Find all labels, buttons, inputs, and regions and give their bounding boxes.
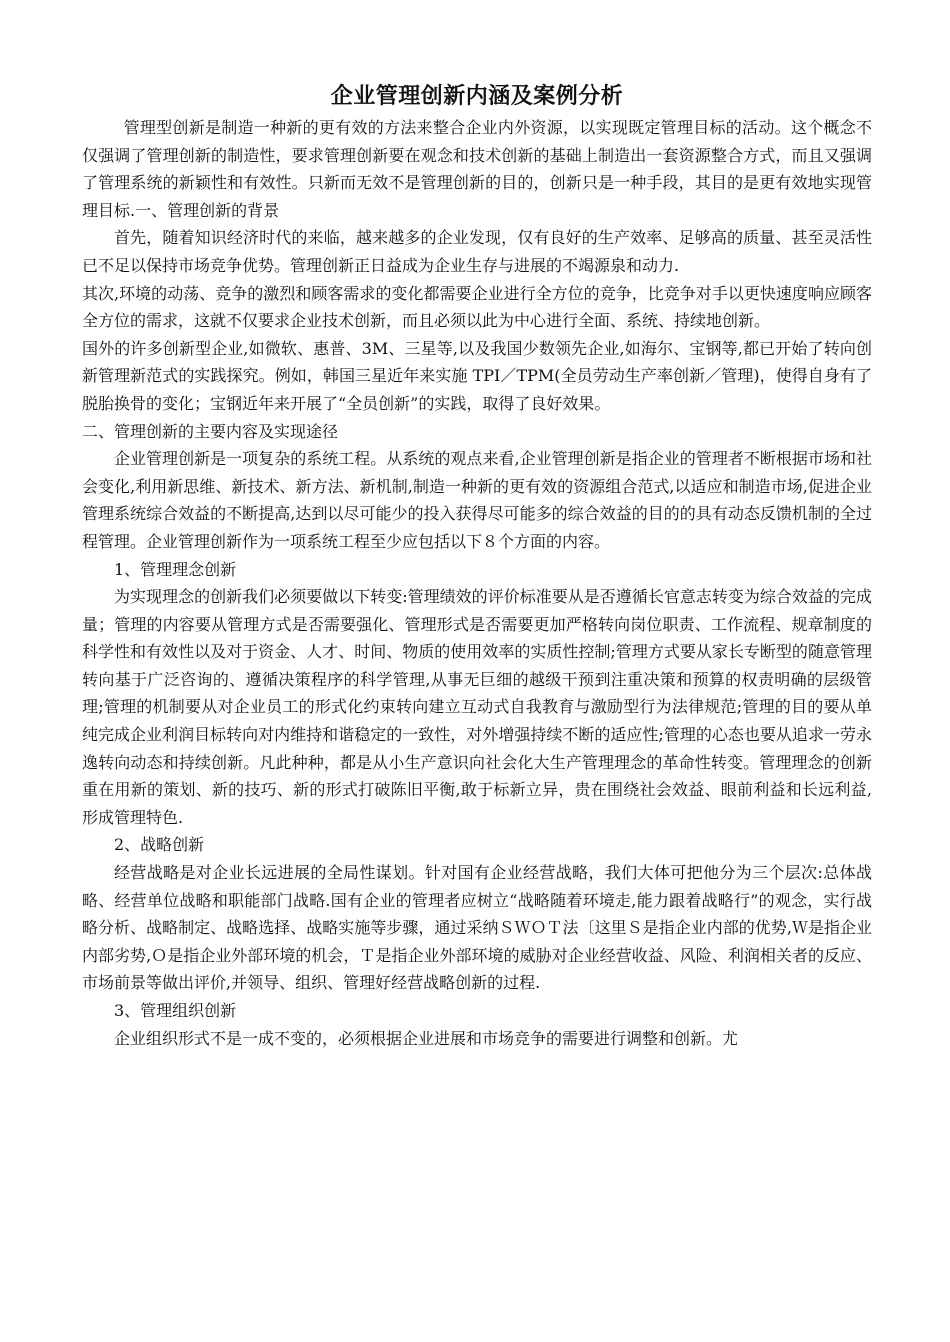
- strategy-innovation-paragraph: 经营战略是对企业长远进展的全局性谋划。针对国有企业经营战略，我们大体可把他分为三个层次:总体战略、经营单位战略和职能部门战略.国有企业的管理者应树立“战略随着环境走,能力跟着战略行”的观念，实行战略分析、战略制定、战略选择、战略实施等步骤，通过采纳ＳＷＯＴ法〔这里Ｓ是指企业内部的优势,Ｗ是指企业内部劣势,Ｏ是指企业外部环境的机会，Ｔ是指企业外部环境的威胁对企业经营收益、风险、利润相关者的反应、市场前景等做出评价,并领导、组织、管理好经营战略创新的过程.: [82, 863, 872, 993]
- subheading-strategy-innovation: 2、战略创新: [114, 835, 205, 855]
- background-paragraph-examples: 国外的许多创新型企业,如微软、惠普、3M、三星等,以及我国少数领先企业,如海尔、宝钢等,都已开始了转向创新管理新范式的实践探究。例如，韩国三星近年来实施 TPI／TPM(全员劳动生产率创新／管理)，使得自身有了脱胎换骨的变化；宝钢近年来开展了“全员创新”的实践，取得了良好效果。: [82, 338, 872, 413]
- section-heading-content: 二、管理创新的主要内容及实现途径: [82, 421, 339, 441]
- subheading-concept-innovation: 1、管理理念创新: [114, 559, 237, 579]
- intro-paragraph: 管理型创新是制造一种新的更有效的方法来整合企业内外资源，以实现既定管理目标的活动。这个概念不仅强调了管理创新的制造性，要求管理创新要在观念和技术创新的基础上制造出一套资源整合方式，而且又强调了管理系统的新颖性和有效性。只新而无效不是管理创新的目的，创新只是一种手段，其目的是更有效地实现管理目标.一、管理创新的背景: [82, 118, 872, 220]
- concept-innovation-paragraph: 为实现理念的创新我们必须要做以下转变:管理绩效的评价标准要从是否遵循长官意志转变为综合效益的完成量；管理的内容要从管理方式是否需要强化、管理形式是否需要更加严格转向岗位职责、工作流程、规章制度的科学性和有效性以及对于资金、人才、时间、物质的使用效率的实质性控制;管理方式要从家长专断型的随意管理转向基于广泛咨询的、遵循决策程序的科学管理,从事无巨细的越级干预到注重决策和预算的权责明确的层级管理;管理的机制要从对企业员工的形式化约束转向建立互动式自我教育与激励型行为法律规范;管理的目的要从单纯完成企业利润目标转向对内维持和谐稳定的一致性，对外增强持续不断的适应性;管理的心态也要从追求一劳永逸转向动态和持续创新。凡此种种，都是从小生产意识向社会化大生产管理理念的革命性转变。管理理念的创新重在用新的策划、新的技巧、新的形式打破陈旧平衡,敢于标新立异，贵在围绕社会效益、眼前利益和长远利益,形成管理特色.: [82, 587, 872, 827]
- document-title: 企业管理创新内涵及案例分析: [330, 84, 624, 109]
- document-page: [82, 80, 872, 1052]
- background-paragraph-first: 首先，随着知识经济时代的来临，越来越多的企业发现，仅有良好的生产效率、足够高的质量、甚至灵活性已不足以保持市场竞争优势。管理创新正日益成为企业生存与进展的不竭源泉和动力.: [82, 228, 872, 275]
- organization-innovation-paragraph: 企业组织形式不是一成不变的，必须根据企业进展和市场竞争的需要进行调整和创新。尤: [114, 1028, 739, 1048]
- subheading-organization-innovation: 3、管理组织创新: [114, 1001, 237, 1020]
- content-paragraph: 企业管理创新是一项复杂的系统工程。从系统的观点来看,企业管理创新是指企业的管理者不断根据市场和社会变化,利用新思维、新技术、新方法、新机制,制造一种新的更有效的资源组合范式,以适应和制造市场,促进企业管理系统综合效益的不断提高,达到以尽可能少的投入获得尽可能多的综合效益的目的的具有动态反馈机制的全过程管理。企业管理创新作为一项系统工程至少应包括以下８个方面的内容。: [82, 449, 872, 551]
- background-paragraph-second: 其次,环境的动荡、竞争的激烈和顾客需求的变化都需要企业进行全方位的竞争，比竞争对手以更快速度响应顾客全方位的需求，这就不仅要求企业技术创新，而且必须以此为中心进行全面、系统、持续地创新。: [82, 283, 872, 331]
